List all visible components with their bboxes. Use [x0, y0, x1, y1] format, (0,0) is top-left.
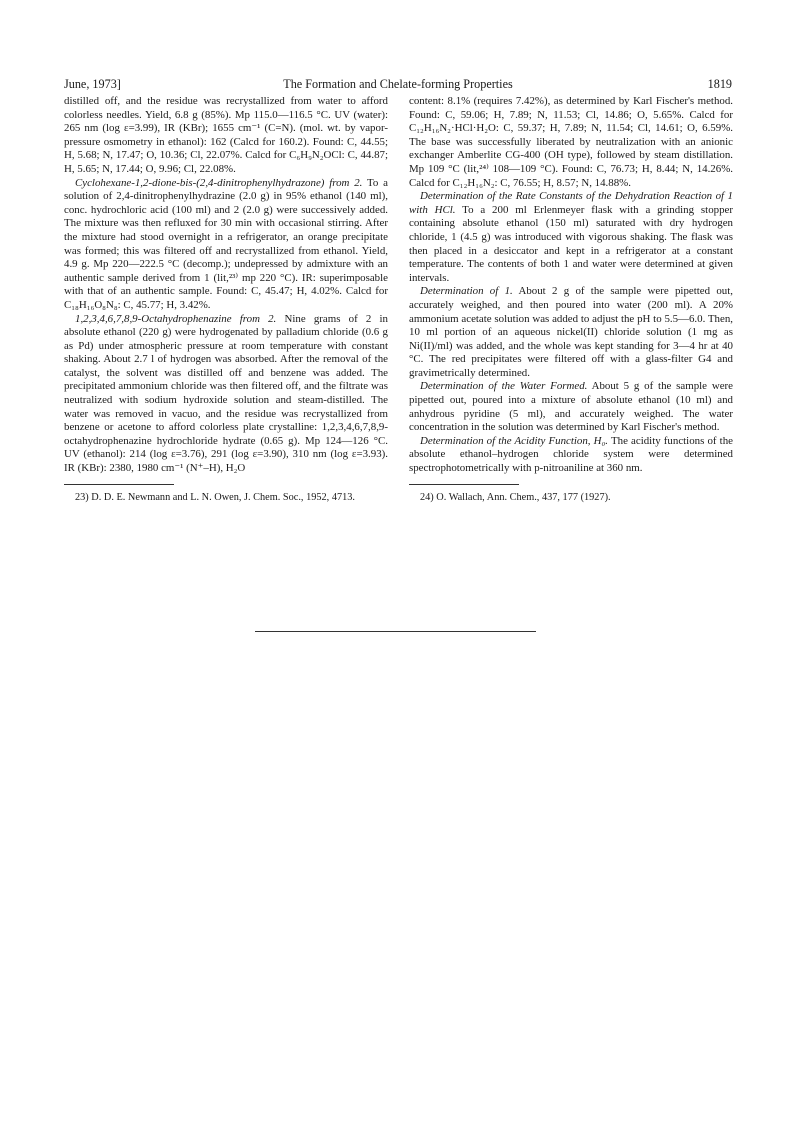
footnote-divider: [409, 484, 519, 485]
paragraph: [409, 285, 733, 380]
footnote: 24) O. Wallach, Ann. Chem., 437, 177 (1927).: [420, 491, 611, 503]
paragraph: content: 8.1% (requires 7.42%), as determined by Karl Fischer's method. Found: C, 59.06; H, 7.89; N, 11.53; Cl, 14.86; O, 5.65%. Calcd for C₁₂H₁₆N₂·HCl·H₂O: C, 59.37; H, 7.89; N, 11.54; Cl, 14.61; O, 6.59%. The base was successfully liberated by neutralization with an anionic exchanger Amberlite CG-400 (OH type), followed by steam distillation. Mp 109 °C (lit,²⁴⁾ 108—109 °C). Found: C, 76.73; H, 8.44; N, 14.26%. Calcd for C₁₂H₁₆N₂: C, 76.55; H, 8.57; N, 14.88%.: [409, 95, 733, 189]
section-title: Cyclohexane-1,2-dione-bis-(2,4-dinitrophenylhydrazone) from 2.: [75, 176, 363, 189]
paragraph-body: Nine grams of 2 in absolute ethanol (220 g) were hydrogenated by palladium chloride (0.6 g as Pd) under atmospheric pressure at room temperature with constant shaking. About 2.7 l of hydrogen was absorbed. After the removal of the catalyst, the solvent was distilled off and benzene was added. The precipitated ammonium chloride was then filtered off, and the filtrate was neutralized with sodium hydroxide solution and steam-distilled. The water was removed in vacuo, and the residue was recrystallized from benzene or acetone to afford colorless plate crystalline: 1,2,3,4,6,7,8,9-octahydrophenazine hydrochloride hydrate (0.65 g). Mp 124—126 °C. UV (ethanol): 214 (log ε=3.76), 291 (log ε=3.90), 310 nm (log ε=3.93). IR (KBr): 2380, 1980 cm⁻¹ (N⁺–H), H₂O: [64, 312, 388, 475]
article-end-rule: [255, 631, 536, 632]
footnote: 23) D. D. E. Newmann and L. N. Owen, J. Chem. Soc., 1952, 4713.: [75, 491, 355, 503]
paragraph-body: To a solution of 2,4-dinitrophenylhydrazine (2.0 g) in 95% ethanol (140 ml), conc. hydrochloric acid (100 ml) and 2 (2.0 g) were successively added. The mixture was then refluxed for 30 min with occasional stirring. After the mixture had stood overnight in a refrigerator, an orange precipitate was formed; this was filtered off and recrystallized from ethanol. Yield, 4.9 g. Mp 220—222.5 °C (decomp.); undepressed by admixture with an authentic sample derived from 1 (lit,²³⁾ mp 220 °C). IR: superimposable with that of an authentic sample. Found: C, 45.47; H, 4.02%. Calcd for C₁₈H₁₆O₈N₈: C, 45.77; H, 3.42%.: [64, 176, 388, 311]
paragraph: [64, 313, 388, 476]
paragraph-body: About 2 g of the sample were pipetted out, accurately weighed, and then poured into water (200 ml). A 20% ammonium acetate solution was added to adjust the pH to 5.5—6.0. Then, 10 ml portion of an aqueous nickel(II) chloride solution (1 mg as Ni(II)/ml) was added, and the whole was kept standing for 3—4 hr at 40 °C. The red precipitates were filtered off with a glass-filter G4 and gravimetrically determined.: [409, 285, 734, 379]
paragraph: [409, 380, 733, 434]
header-page-number: 1819: [707, 77, 732, 91]
header-date: June, 1973]: [64, 77, 121, 91]
paragraph: distilled off, and the residue was recrystallized from water to afford colorless needles. Yield, 6.8 g (85%). Mp 115.0—116.5 °C. UV (water): 265 nm (log ε=3.99), IR (KBr); 1655 cm⁻¹ (C=N). (mol. wt. by vapor-pressure osmometry in ethanol): 162 (Calcd for 160.2). Found: C, 44.55; H, 5.68; N, 17.47; O, 10.36; Cl, 22.07%. Calcd for C₆H₉N₂OCl: C, 44.87; H, 5.65; N, 17.44; O, 9.96; Cl, 22.08%.: [64, 95, 388, 175]
header-title: The Formation and Chelate-forming Properties: [283, 77, 513, 91]
section-title: Determination of the Rate Constants of the Dehydration Reaction of 1 with HCl.: [409, 190, 733, 216]
paragraph: [409, 435, 733, 476]
paragraph-body: About 5 g of the sample were pipetted out, poured into a mixture of absolute ethanol (10 ml) and anhydrous pyridine (5 ml), and accurately weighed. The water concentration in the solution was determined by Karl Fischer's method.: [409, 380, 733, 434]
section-title: Determination of the Acidity Function, H₀.: [420, 434, 609, 447]
paragraph-body: To a 200 ml Erlenmeyer flask with a grinding stopper containing absolute ethanol (150 ml) saturated with dry hydrogen chloride, 1 (4.5 g) was introduced with vigorous shaking. The flask was then placed in a desiccator and kept in a refrigerator at a constant temperature. The contents of both 1 and water were determined at given intervals.: [409, 203, 733, 284]
section-title: Determination of the Water Formed.: [420, 380, 588, 393]
paragraph: [409, 190, 733, 285]
section-title: Determination of 1.: [420, 285, 513, 298]
paragraph: [64, 177, 388, 313]
footnote-divider: [64, 484, 174, 485]
section-title: 1,2,3,4,6,7,8,9-Octahydrophenazine from 2.: [75, 312, 277, 325]
left-column: [64, 95, 388, 504]
paragraph-body: The acidity functions of the absolute ethanol–hydrogen chloride system were determined spectrophotometrically with p-nitroaniline at 360 nm.: [409, 434, 733, 475]
page-header: [64, 76, 732, 92]
right-column: [409, 95, 733, 504]
